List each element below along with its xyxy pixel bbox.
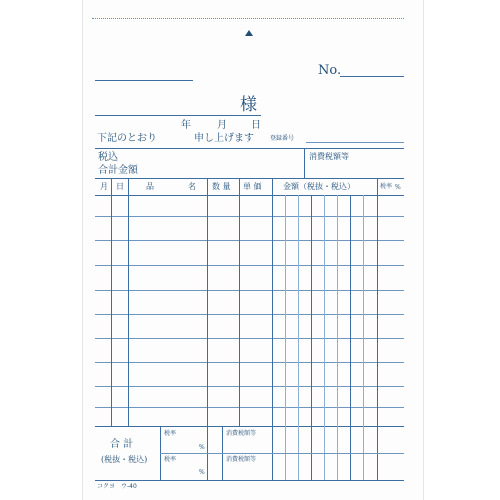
col-item-header-b: 名 bbox=[188, 182, 196, 191]
arrow-up-icon bbox=[245, 30, 253, 36]
no-underline bbox=[340, 76, 404, 77]
amount-digit-guide bbox=[337, 195, 338, 480]
col-divider-unit-amount bbox=[272, 178, 273, 480]
footer-rate-label-2: 税率 bbox=[164, 456, 177, 463]
footer-rate-label-1: 税率 bbox=[164, 430, 177, 437]
no-label: No. bbox=[318, 63, 342, 78]
col-day-header: 日 bbox=[116, 182, 124, 191]
footer-percent-2: % bbox=[199, 469, 205, 476]
table-body-bottom bbox=[95, 426, 404, 427]
col-divider-item-qty bbox=[207, 178, 208, 480]
table-row-line bbox=[95, 290, 404, 291]
statement-label: 下記のとおり bbox=[97, 133, 157, 144]
col-qty-header: 数 量 bbox=[212, 182, 231, 191]
tax-included-label: 税込 bbox=[98, 152, 118, 163]
table-row-line bbox=[95, 314, 404, 315]
col-month-header: 月 bbox=[100, 182, 108, 191]
table-row-line bbox=[95, 407, 404, 408]
moushiage-label: 申し上げます bbox=[194, 133, 254, 144]
amount-digit-guide bbox=[363, 195, 364, 480]
footer-tax-label-2: 消費税額等 bbox=[226, 456, 257, 463]
footer-mid-line bbox=[160, 453, 404, 454]
totals-bottom-border bbox=[95, 178, 404, 179]
day-label: 日 bbox=[251, 120, 261, 131]
amount-thousands-guide bbox=[311, 195, 312, 480]
perforation-line bbox=[92, 18, 404, 19]
footer-total-label: 合 計 bbox=[110, 439, 134, 450]
totals-top-border bbox=[95, 148, 404, 149]
recipient-line-top bbox=[95, 80, 193, 81]
table-row-line bbox=[95, 216, 404, 217]
totals-divider bbox=[304, 148, 305, 178]
footer-tax-label-1: 消費税額等 bbox=[226, 430, 257, 437]
table-header-bottom bbox=[95, 195, 404, 196]
product-code: コクヨ ウ-40 bbox=[97, 483, 137, 490]
col-divider-month-day bbox=[111, 178, 112, 426]
amount-digit-guide bbox=[285, 195, 286, 480]
year-label: 年 bbox=[181, 120, 191, 131]
amount-digit-guide bbox=[298, 195, 299, 480]
col-divider-amount-taxrate bbox=[377, 178, 378, 480]
total-amount-label: 合計金額 bbox=[98, 165, 138, 176]
consumption-tax-label: 消費税額等 bbox=[309, 152, 349, 161]
table-row-line bbox=[95, 240, 404, 241]
col-amount-header: 金額（税抜・税込） bbox=[283, 182, 355, 191]
col-taxrate-unit: % bbox=[395, 184, 401, 191]
amount-digit-guide bbox=[324, 195, 325, 480]
col-taxrate-header: 税率 bbox=[380, 183, 393, 190]
recipient-name-line bbox=[95, 115, 261, 116]
footer-total-sub: (税抜・税込) bbox=[101, 455, 148, 464]
footer-percent-1: % bbox=[199, 444, 205, 451]
footer-bottom-border bbox=[95, 480, 404, 481]
sama-label: 様 bbox=[240, 95, 257, 115]
month-label: 月 bbox=[217, 120, 227, 131]
col-item-header-a: 品 bbox=[146, 182, 154, 191]
registration-label: 登録番号 bbox=[270, 135, 295, 142]
col-divider-day-item bbox=[128, 178, 129, 426]
col-divider-qty-unit bbox=[239, 178, 240, 426]
table-row-line bbox=[95, 362, 404, 363]
col-unit-header: 単 価 bbox=[243, 182, 262, 191]
table-row-line bbox=[95, 265, 404, 266]
amount-thousands-guide bbox=[350, 195, 351, 480]
registration-line bbox=[306, 142, 404, 143]
table-row-line bbox=[95, 386, 404, 387]
form-sheet bbox=[82, 0, 424, 500]
table-row-line bbox=[95, 338, 404, 339]
